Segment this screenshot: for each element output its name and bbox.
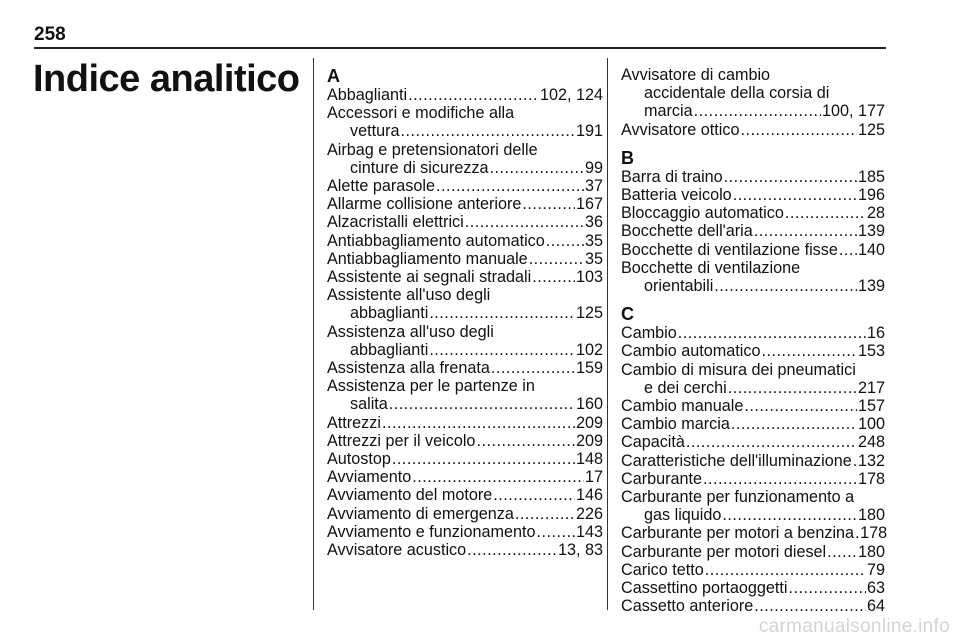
page-reference: 180 — [857, 542, 885, 561]
index-entry — [327, 250, 603, 268]
entry-subterm: abbaglianti — [350, 340, 429, 359]
page-reference: 167 — [575, 195, 603, 214]
dot-leader — [491, 359, 575, 377]
entry-line — [621, 415, 885, 433]
index-entry — [621, 543, 885, 561]
page-reference: 79 — [866, 560, 885, 579]
page-reference: 180 — [857, 506, 885, 525]
index-entry — [621, 397, 885, 415]
dot-leader — [429, 304, 575, 322]
entry-line — [621, 222, 885, 240]
section-letter: A — [327, 66, 340, 86]
entry-line — [327, 250, 603, 268]
page-reference: 125 — [575, 304, 603, 323]
dot-leader — [744, 397, 857, 415]
entry-line — [621, 506, 885, 524]
dot-leader — [389, 395, 575, 413]
entry-term: Barra di traino — [621, 167, 723, 186]
dot-leader — [728, 379, 857, 397]
dot-leader — [529, 250, 584, 268]
page-reference: 139 — [857, 277, 885, 296]
header-rule — [34, 47, 886, 49]
page-reference: 140 — [857, 240, 885, 259]
page-reference: 37 — [584, 177, 603, 196]
entry-term: Caratteristiche dell'illuminazione — [621, 451, 852, 470]
dot-leader — [740, 121, 857, 139]
entry-term-continued: accidentale della corsia di — [644, 84, 830, 103]
page-reference: 102 — [575, 340, 603, 359]
index-entry — [327, 505, 603, 523]
index-entry — [621, 222, 885, 240]
entry-term: Alzacristalli elettrici — [327, 213, 464, 232]
entry-term: Antiabbagliamento automatico — [327, 231, 545, 250]
page-reference: 103 — [575, 268, 603, 287]
dot-leader — [827, 543, 857, 561]
dot-leader — [490, 159, 584, 177]
dot-leader — [436, 177, 584, 195]
entry-line — [327, 395, 603, 413]
index-entry — [327, 195, 603, 213]
entry-line — [327, 195, 603, 213]
dot-leader — [532, 268, 575, 286]
dot-leader — [724, 168, 857, 186]
page-reference: 17 — [584, 468, 603, 487]
entry-term: Assistente ai segnali stradali — [327, 268, 532, 287]
entry-term: Autostop — [327, 450, 391, 469]
dot-leader — [785, 204, 866, 222]
entry-line — [327, 541, 603, 559]
entry-term: Antiabbagliamento manuale — [327, 249, 528, 268]
index-entry — [621, 259, 885, 295]
page-reference: 99 — [584, 158, 603, 177]
index-entry — [621, 66, 885, 121]
dot-leader — [694, 102, 821, 120]
index-entry — [327, 104, 603, 140]
entry-term: Batteria veicolo — [621, 186, 732, 205]
page-reference: 16 — [866, 324, 885, 343]
index-entry — [621, 415, 885, 433]
entry-line — [621, 524, 888, 543]
index-entry — [621, 342, 885, 360]
entry-term: Assistenza alla frenata — [327, 359, 490, 378]
dot-leader — [465, 213, 584, 231]
entry-line — [621, 342, 885, 360]
entry-line — [621, 543, 885, 561]
entry-line — [621, 579, 885, 597]
dot-leader — [705, 561, 866, 579]
entry-line — [621, 433, 885, 451]
entry-term: Abbaglianti — [327, 86, 408, 104]
dot-leader — [522, 195, 575, 213]
entry-line — [327, 122, 603, 140]
index-entry — [327, 232, 603, 250]
section-letter: B — [621, 147, 634, 168]
index-entry — [327, 323, 603, 359]
entry-line — [621, 452, 885, 470]
entry-line — [327, 341, 603, 359]
page-title: Indice analitico — [33, 58, 300, 100]
page-reference: 143 — [575, 522, 603, 541]
entry-line — [621, 379, 885, 397]
entry-term: Avviamento e funzionamento — [327, 522, 536, 541]
entry-line — [327, 232, 603, 250]
index-entry — [621, 324, 885, 342]
index-entry — [327, 86, 603, 104]
dot-leader — [476, 432, 575, 450]
entry-subterm: cinture di sicurezza — [350, 158, 489, 177]
entry-term: Bocchette dell'aria — [621, 222, 753, 241]
index-entry — [621, 470, 885, 488]
dot-leader — [408, 86, 539, 104]
page-reference: 28 — [866, 204, 885, 223]
entry-line — [621, 186, 885, 204]
entry-line — [327, 86, 603, 104]
entry-line — [621, 168, 885, 186]
dot-leader — [686, 433, 857, 451]
entry-line — [621, 324, 885, 342]
index-entry — [327, 414, 603, 432]
page-reference: 35 — [584, 231, 603, 250]
entry-term: Avvisatore acustico — [327, 541, 467, 560]
index-entry — [327, 377, 603, 413]
page-reference: 157 — [857, 397, 885, 416]
page-reference: 248 — [857, 433, 885, 452]
page-reference: 160 — [575, 395, 603, 414]
entry-term: Carburante — [621, 469, 702, 488]
page-reference: 125 — [857, 120, 885, 139]
dot-leader — [546, 232, 584, 250]
entry-line — [621, 102, 885, 120]
entry-line — [327, 268, 603, 286]
entry-subterm: orientabili — [644, 277, 714, 296]
column-divider — [607, 58, 608, 610]
dot-leader — [788, 579, 866, 597]
entry-term: Attrezzi per il veicolo — [327, 431, 476, 450]
index-entry — [327, 432, 603, 450]
dot-leader — [754, 222, 857, 240]
page-reference: 178 — [860, 524, 888, 543]
dot-leader — [731, 415, 857, 433]
entry-line — [327, 159, 603, 177]
dot-leader — [392, 450, 575, 468]
dot-leader — [382, 414, 575, 432]
index-entry — [327, 213, 603, 231]
index-entry — [621, 433, 885, 451]
page-reference: 63 — [866, 579, 885, 598]
index-entry — [621, 488, 885, 524]
entry-term: Cambio automatico — [621, 342, 761, 361]
dot-leader — [855, 524, 859, 542]
entry-line — [327, 414, 603, 432]
page-reference: 102, 124 — [539, 86, 603, 104]
dot-leader — [761, 342, 857, 360]
entry-line — [621, 277, 885, 295]
entry-line — [327, 468, 603, 486]
entry-term: Avviamento — [327, 468, 412, 487]
entry-term: Avviamento del motore — [327, 486, 493, 505]
entry-line — [327, 450, 603, 468]
index-entry — [327, 523, 603, 541]
entry-line — [327, 486, 603, 504]
entry-term: Capacità — [621, 433, 685, 452]
dot-leader — [429, 341, 575, 359]
dot-leader — [714, 277, 857, 295]
page-reference: 159 — [575, 359, 603, 378]
entry-term: Avvisatore ottico — [621, 120, 740, 139]
dot-leader — [754, 597, 866, 615]
entry-term: Cambio — [621, 324, 677, 343]
page-reference: 178 — [857, 469, 885, 488]
entry-term: Cambio di misura dei pneumatici — [621, 360, 856, 379]
entry-line — [327, 213, 603, 231]
index-entry — [327, 468, 603, 486]
entry-term: Carburante per motori a benzina — [621, 524, 855, 543]
entry-line — [621, 204, 885, 222]
index-column-1 — [327, 66, 603, 559]
dot-leader — [515, 505, 575, 523]
entry-subterm: marcia — [644, 102, 693, 121]
entry-term: Allarme collisione anteriore — [327, 195, 522, 214]
index-column-2 — [621, 66, 888, 616]
entry-term: Bocchette di ventilazione — [621, 258, 801, 277]
index-entry — [621, 452, 885, 470]
page-reference: 196 — [857, 186, 885, 205]
entry-line — [621, 397, 885, 415]
index-entry — [621, 241, 885, 259]
page-reference: 185 — [857, 167, 885, 186]
page-reference: 148 — [575, 450, 603, 469]
index-entry — [327, 541, 603, 559]
dot-leader — [703, 470, 857, 488]
entry-line — [621, 470, 885, 488]
dot-leader — [412, 468, 584, 486]
entry-term: Airbag e pretensionatori delle — [327, 140, 538, 159]
page-reference: 36 — [584, 213, 603, 232]
page-reference: 132 — [857, 451, 885, 470]
entry-line — [327, 505, 603, 523]
page-reference: 146 — [575, 486, 603, 505]
entry-term: Avvisatore di cambio — [621, 66, 771, 84]
entry-term: Assistenza all'uso degli — [327, 322, 494, 341]
index-entry — [327, 177, 603, 195]
entry-term: Bocchette di ventilazione fisse — [621, 240, 838, 259]
entry-term: Assistente all'uso degli — [327, 286, 491, 305]
page-reference: 217 — [857, 378, 885, 397]
entry-subterm: vettura — [350, 122, 400, 141]
dot-leader — [401, 122, 575, 140]
entry-line — [621, 241, 885, 259]
entry-line — [327, 432, 603, 450]
index-entry — [327, 286, 603, 322]
entry-line — [621, 597, 885, 615]
page-reference: 35 — [584, 249, 603, 268]
dot-leader — [467, 541, 557, 559]
entry-subterm: gas liquido — [644, 506, 722, 525]
section-letter: C — [621, 304, 634, 325]
watermark: carmanualsonline.info — [758, 616, 950, 637]
entry-term: Carburante per funzionamento a — [621, 488, 855, 507]
index-entry — [621, 524, 888, 543]
entry-term: Attrezzi — [327, 413, 381, 432]
page-reference: 209 — [575, 431, 603, 450]
dot-leader — [733, 186, 857, 204]
entry-line — [327, 523, 603, 541]
dot-leader — [493, 486, 575, 504]
page-reference: 139 — [857, 222, 885, 241]
index-entry — [621, 561, 885, 579]
entry-subterm: e dei cerchi — [644, 378, 727, 397]
page-reference: 64 — [866, 597, 885, 616]
entry-term: Carburante per motori diesel — [621, 542, 827, 561]
entry-term: Alette parasole — [327, 177, 435, 196]
column-divider — [313, 58, 314, 610]
entry-line — [327, 177, 603, 195]
entry-subterm: abbaglianti — [350, 304, 429, 323]
dot-leader — [678, 324, 866, 342]
page-reference: 100, 177 — [821, 102, 885, 121]
index-entry — [621, 186, 885, 204]
entry-term: Carico tetto — [621, 560, 704, 579]
entry-term: Avviamento di emergenza — [327, 504, 514, 523]
index-entry — [621, 361, 885, 397]
index-entry — [621, 121, 885, 139]
entry-term: Assistenza per le partenze in — [327, 377, 535, 396]
entry-line — [327, 304, 603, 322]
index-entry — [621, 204, 885, 222]
entry-term: Cambio manuale — [621, 397, 744, 416]
entry-term: Bloccaggio automatico — [621, 204, 784, 223]
page-reference: 153 — [857, 342, 885, 361]
page-reference: 100 — [857, 415, 885, 434]
dot-leader — [722, 506, 857, 524]
entry-line — [621, 121, 885, 139]
entry-term: Cassetto anteriore — [621, 597, 754, 616]
index-entry — [327, 141, 603, 177]
entry-line — [621, 561, 885, 579]
page-reference: 13, 83 — [557, 541, 603, 560]
index-entry — [327, 450, 603, 468]
index-entry — [327, 268, 603, 286]
entry-line — [327, 359, 603, 377]
dot-leader — [853, 452, 857, 470]
page-reference: 226 — [575, 504, 603, 523]
index-entry — [621, 579, 885, 597]
entry-term: Cassettino portaoggetti — [621, 579, 788, 598]
page-reference: 191 — [575, 122, 603, 141]
entry-term: Cambio marcia — [621, 415, 730, 434]
index-entry — [327, 486, 603, 504]
page-reference: 209 — [575, 413, 603, 432]
index-entry — [621, 168, 885, 186]
dot-leader — [536, 523, 575, 541]
entry-term: Accessori e modifiche alla — [327, 104, 515, 123]
index-entry — [621, 597, 885, 615]
index-entry — [327, 359, 603, 377]
entry-subterm: salita — [350, 395, 388, 414]
dot-leader — [839, 241, 857, 259]
page-number: 258 — [34, 24, 66, 45]
